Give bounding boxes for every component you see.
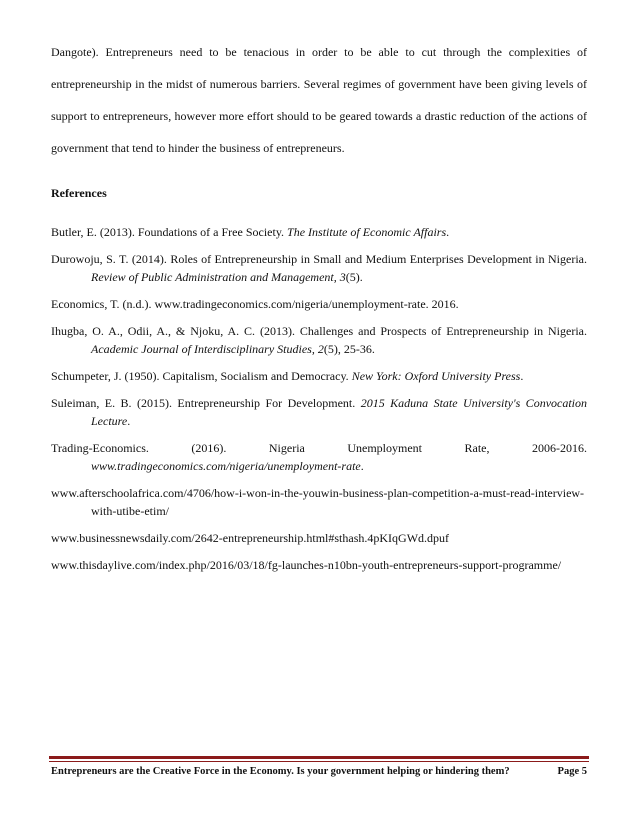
reference-item: Ihugba, O. A., Odii, A., & Njoku, A. C. (2013). Challenges and Prospects of Entrepreneurship in Nigeria. Academic Journal of Interdisciplinary Studies, 2(5), 25-36. — [51, 324, 587, 356]
reference-item: Economics, T. (n.d.). www.tradingeconomics.com/nigeria/unemployment-rate. 2016. — [51, 297, 459, 311]
body-paragraph: Dangote). Entrepreneurs need to be tenacious in order to be able to cut through the complexities of entrepreneurship in the midst of numerous barriers. Several regimes of government have been giving levels of support to entrepreneurs, however more effort should to be geared towards a drastic reduction of the actions of government that tend to hinder the business of entrepreneurs. — [51, 45, 587, 155]
reference-item: Trading-Economics. (2016). Nigeria Unemployment Rate, 2006-2016. www.tradingeconomics.com/nigeria/unemployment-rate. — [51, 441, 587, 473]
footer-title: Entrepreneurs are the Creative Force in the Economy. Is your government helping or hindering them? — [51, 766, 510, 777]
page-footer — [51, 766, 587, 777]
references-heading: References — [51, 186, 107, 200]
reference-link: www.thisdaylive.com/index.php/2016/03/18/fg-launches-n10bn-youth-entrepreneurs-support-programme/ — [51, 558, 562, 572]
page-number: Page 5 — [557, 766, 587, 777]
reference-item: Butler, E. (2013). Foundations of a Free Society. The Institute of Economic Affairs. — [51, 225, 450, 239]
footer-rule-thin — [49, 761, 589, 762]
reference-link: www.afterschoolafrica.com/4706/how-i-won-in-the-youwin-business-plan-competition-a-must-read-interview-with-utibe-etim/ — [51, 486, 585, 518]
references-list — [51, 223, 587, 583]
footer-rule — [49, 756, 589, 759]
reference-item: Suleiman, E. B. (2015). Entrepreneurship For Development. 2015 Kaduna State University's Convocation Lecture. — [51, 396, 588, 428]
reference-link: www.businessnewsdaily.com/2642-entrepreneurship.html#sthash.4pKIqGWd.dpuf — [51, 531, 450, 545]
reference-item: Schumpeter, J. (1950). Capitalism, Socialism and Democracy. New York: Oxford University Press. — [51, 369, 524, 383]
reference-item: Durowoju, S. T. (2014). Roles of Entrepreneurship in Small and Medium Enterprises Development in Nigeria. Review of Public Administration and Management, 3(5). — [51, 252, 587, 284]
